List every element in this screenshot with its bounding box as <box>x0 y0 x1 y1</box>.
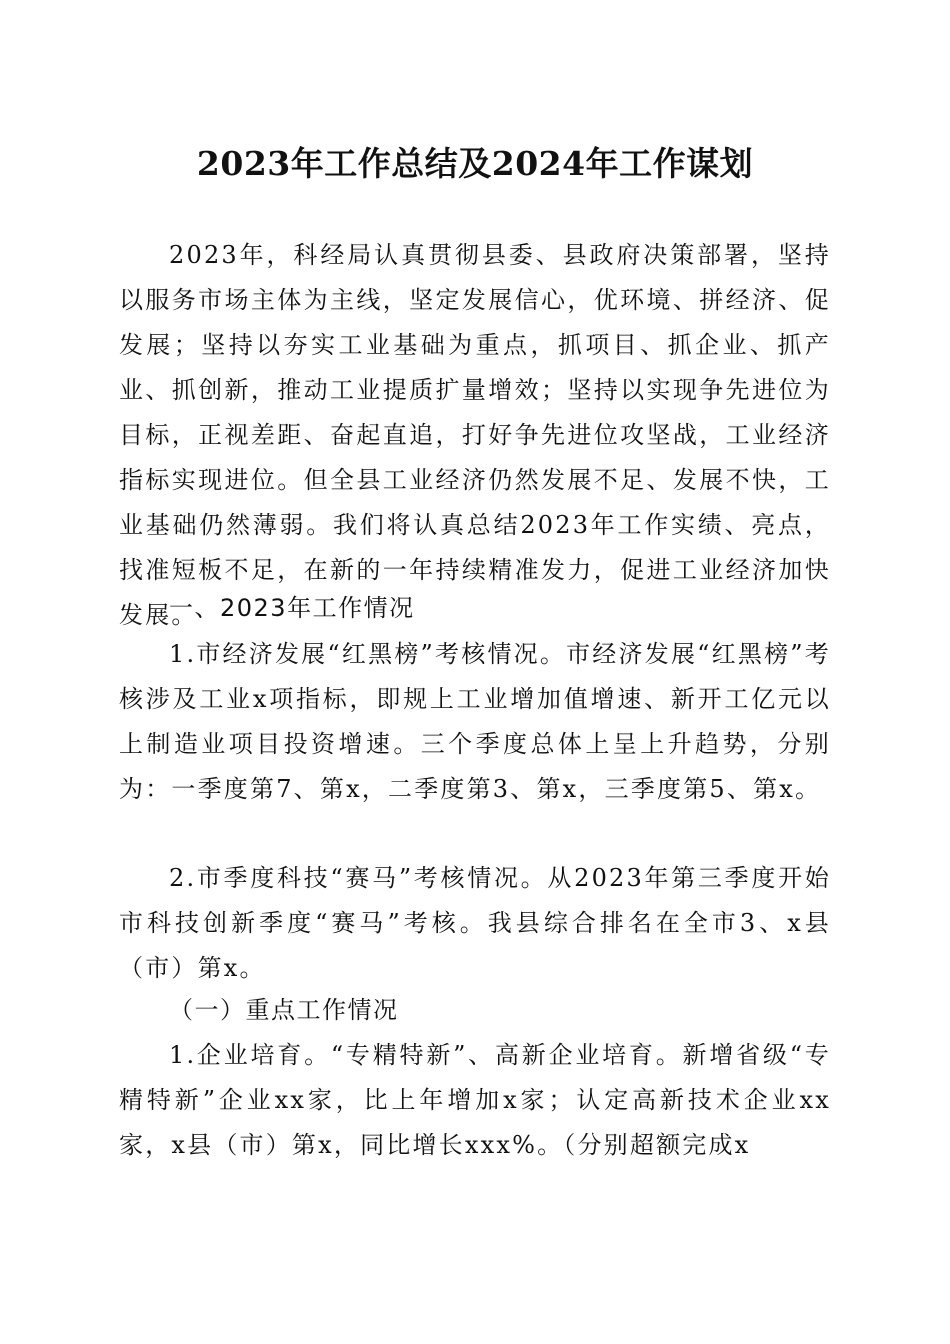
item-1-paragraph: 1.市经济发展“红黑榜”考核情况。市经济发展“红黑榜”考核涉及工业x项指标，即规上工业增加值增速、新开工亿元以上制造业项目投资增速。三个季度总体上呈上升趋势，分别为：一季度第7、第x，二季度第3、第x，三季度第5、第x。 <box>119 640 831 803</box>
document-title: 2023年工作总结及2024年工作谋划 <box>196 144 754 183</box>
subsection-heading: （一）重点工作情况 <box>169 996 399 1024</box>
item-2-paragraph: 2.市季度科技“赛马”考核情况。从2023年第三季度开始市科技创新季度“赛马”考核。我县综合排名在全市3、x县（市）第x。 <box>119 864 831 982</box>
intro-paragraph: 2023年，科经局认真贯彻县委、县政府决策部署，坚持以服务市场主体为主线，坚定发展信心，优环境、拼经济、促发展；坚持以夯实工业基础为重点，抓项目、抓企业、抓产业、抓创新，推动工业提质扩量增效；坚持以实现争先进位为目标，正视差距、奋起直追，打好争先进位攻坚战，工业经济指标实现进位。但全县工业经济仍然发展不足、发展不快，工业基础仍然薄弱。我们将认真总结2023年工作实绩、亮点，找准短板不足，在新的一年持续精准发力，促进工业经济加快发展。 <box>119 241 831 629</box>
sub-item-1-paragraph: 1.企业培育。“专精特新”、高新企业培育。新增省级“专精特新”企业xx家，比上年增加x家；认定高新技术企业xx家，x县（市）第x，同比增长xxx%。（分别超额完成x <box>119 1041 831 1159</box>
section-heading: 一、2023年工作情况 <box>169 594 415 622</box>
